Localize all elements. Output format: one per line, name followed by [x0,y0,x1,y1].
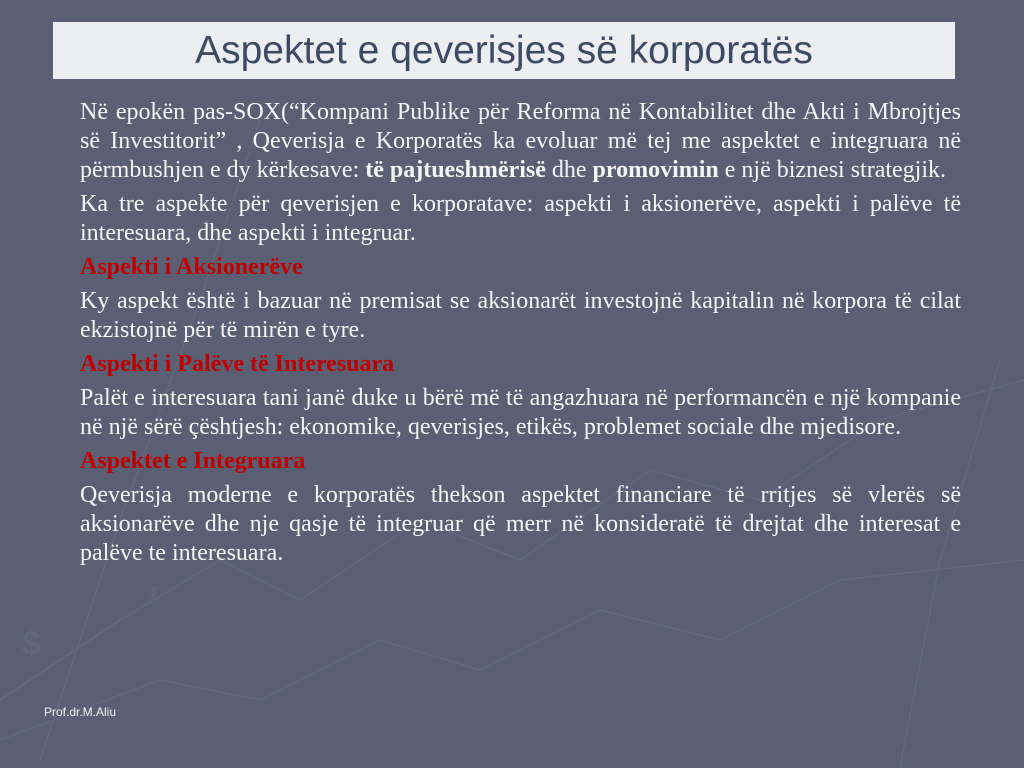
paragraph-three-aspects: Ka tre aspekte për qeverisjen e korporatave: aspekti i aksionerëve, aspekti i palëve të interesuara, dhe aspekti i integruar. [80,191,961,246]
footer-author: Prof.dr.M.Aliu [44,705,117,719]
slide-content [80,98,961,573]
paragraph-shareholder-aspect: Ky aspekt është i bazuar në premisat se aksionarët investojnë kapitalin në korpora të cilat ekzistojnë për të mirën e tyre. [80,288,961,343]
heading-stakeholder-aspect: Aspekti i Palëve të Interesuara [80,351,395,377]
paragraph-post-sox-text: Në epokën pas-SOX(“Kompani Publike për Reforma në Kontabilitet dhe Akti i Mbrojtjes së Investitorit” , Qeverisja e Korporatës ka evoluar më tej me aspektet e integruara në përmbushjen e dy kërkesave: [80,99,961,183]
paragraph-post-sox-between: dhe [545,157,593,183]
svg-text:€: € [150,584,161,604]
paragraph-post-sox [80,98,961,185]
paragraph-stakeholder-aspect: Palët e interesuara tani janë duke u bërë më të angazhuara në performancën e një kompanie në një sërë çështjesh: ekonomike, qeverisjes, etikës, problemet sociale dhe mjedisore. [80,385,961,440]
bold-compliance: të pajtueshmërisë [365,157,546,183]
bold-promotion: promovimin [592,157,719,183]
paragraph-integrated-aspect: Qeverisja moderne e korporatës thekson aspektet financiare të rritjes së vlerës së aksionarëve dhe nje qasje të integruar që merr në konsideratë të drejtat dhe interesat e palëve te interesuara. [80,482,961,566]
svg-text:$: $ [22,625,41,663]
heading-integrated-aspect: Aspektet e Integruara [80,448,306,474]
title-box [53,22,955,79]
heading-shareholder-aspect: Aspekti i Aksionerëve [80,254,303,280]
slide-title: Aspektet e qeverisjes së korporatës [195,28,813,72]
paragraph-post-sox-end: e një biznesi strategjik. [718,157,947,183]
